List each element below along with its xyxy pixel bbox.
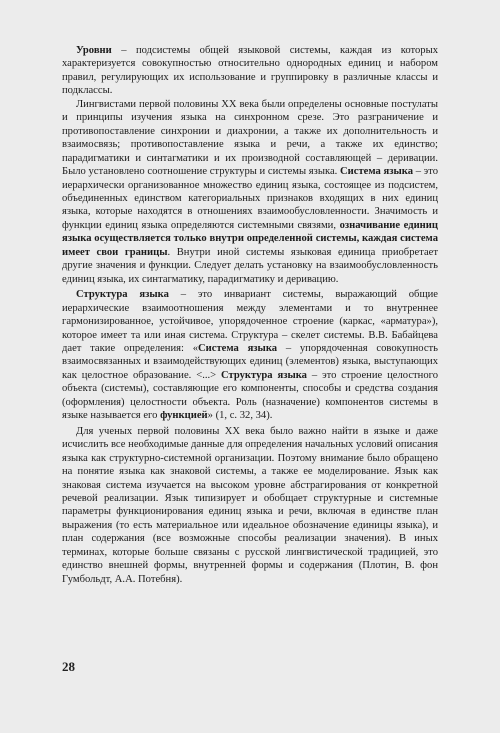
emphasis-signification: означивание единиц языка осуществляется только внутри определенной системы, каждая система имеет свои границы bbox=[62, 219, 438, 258]
term-levels: Уровни bbox=[76, 45, 112, 56]
term-language-structure: Структура языка bbox=[76, 289, 169, 301]
page-number: 28 bbox=[62, 659, 75, 674]
paragraph-structure: Структура языка – это инвариант системы, выражающий общие иерархические взаимоотношения между элементами и то внутреннее гармонизированное, устойчивое, упорядоченное строение (каркас, «арматура»), которое имеет та или иная система. Структура – скелет системы. В.В. Бабайцева дает такие определения: «Система языка – упорядоченная совокупность взаимосвязанных и взаимодействующих единиц (элементов) языка, выступающих как целостное образование. <...> Структура языка – это строение целостного объекта (системы), составляющие его компоненты, способы и средства создания (оформления) целостности объекта. Роль (назначение) компонентов системы в языке называется его функцией» (1, с. 32, 34). bbox=[62, 289, 439, 422]
term-function: функцией bbox=[160, 410, 208, 422]
paragraph-system: Лингвистами первой половины XX века были определены основные постулаты и принципы изучения языка на синхронном срезе. Это разграничение и противопоставление синхронии и диахронии, а также их дополнительность и взаимосвязь; противопоставление языка и речи, а также их единство; парадигматики и синтагматики и их производной составляющей – деривации. Было установлено соотношение структуры и системы языка. Система языка – это иерархически организованное множество единиц языка, состоящее из подсистем, объединенных единством категориальных признаков входящих в них единиц языка, которые находятся в отношениях взаимообусловленности. Значимость и функции единиц языка определяются системными связями, означивание единиц языка осуществляется только внутри определенной системы, каждая система имеет свои границы. Внутри иной системы языковая единица приобретает другие значения и функции. Следует делать установку на взаимообусловленность единиц языка, их синтагматику, парадигматику и деривацию. bbox=[62, 98, 439, 285]
body-text bbox=[62, 44, 438, 586]
term-language-system: Система языка bbox=[340, 166, 414, 178]
term-language-structure-quote: Структура языка bbox=[221, 369, 307, 381]
paragraph-levels: Уровни – подсистемы общей языковой системы, каждая из которых характеризуется совокупностью относительно однородных единиц и набором правил, регулирующих их использование и группировку в различные классы и подклассы. bbox=[62, 45, 438, 97]
paragraph-sign-system: Для ученых первой половины XX века было важно найти в языке и даже исчислить все необходимые данные для определения начальных условий описания языка как структурно-системной организации. Поэтому внимание было обращено на понятие языка как знаковой системы, а также ее моделирование. Язык как знаковая система изучается на высоком уровне абстрагирования от конкретной речевой реализации. Язык типизирует и обобщает структурные и системные параметры функционирования единиц языка и речи, включая в единстве план выражения (то есть материальное или идеальное обозначение единицы языка), и план содержания (все возможные способы реализации значения). В иных терминах, которые больше связаны с русской лингвистической традицией, это единство внешней формы, внутренней формы и содержания (Плотин, В. фон Гумбольдт, А.А. Потебня). bbox=[62, 425, 438, 585]
term-language-system-quote: Система языка bbox=[198, 342, 278, 354]
